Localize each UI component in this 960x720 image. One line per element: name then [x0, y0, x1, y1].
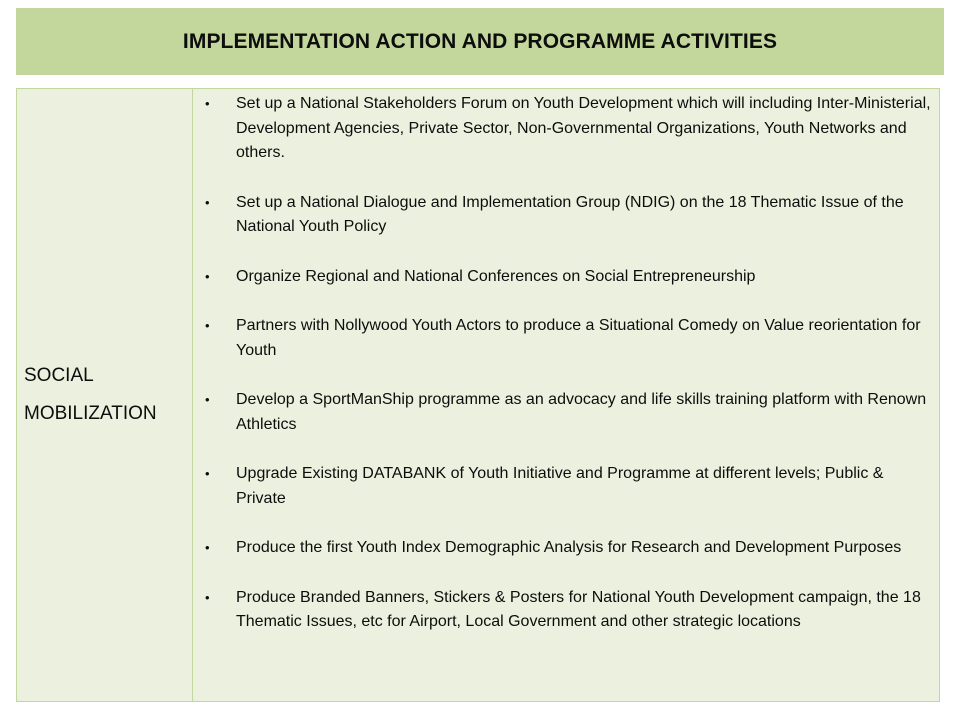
list-item-text: Set up a National Dialogue and Implementation Group (NDIG) on the 18 Thematic Issue of the National Youth Policy [236, 193, 904, 235]
bullet-icon: • [205, 268, 210, 284]
category-label [17, 357, 157, 433]
list-item [193, 388, 936, 437]
title-bar [16, 8, 944, 75]
list-item [193, 314, 936, 363]
bullet-icon: • [205, 194, 210, 210]
bullet-icon: • [205, 466, 210, 481]
list-item-text: Partners with Nollywood Youth Actors to produce a Situational Comedy on Value reorientation for Youth [236, 317, 921, 359]
bullet-icon: • [205, 318, 210, 333]
bullet-icon: • [205, 96, 210, 111]
list-item [193, 462, 936, 511]
list-item [193, 586, 936, 635]
list-item-text: Develop a SportManShip programme as an advocacy and life skills training platform with Renown Athletics [236, 391, 927, 433]
list-item-text: Organize Regional and National Conferences on Social Entrepreneurship [236, 267, 756, 285]
list-item [193, 536, 936, 561]
activities-list [193, 92, 936, 660]
bullet-icon: • [205, 540, 210, 555]
list-item-text: Set up a National Stakeholders Forum on Youth Development which will including Inter-Ministerial, Development Agencies, Private Sector, Non-Governmental Organizations, Youth Networks and others. [236, 95, 931, 161]
bullet-icon: • [205, 589, 210, 605]
list-item-text: Upgrade Existing DATABANK of Youth Initiative and Programme at different levels; Public & Private [236, 465, 884, 507]
list-item [193, 92, 936, 166]
category-label-line2: MOBILIZATION [24, 403, 157, 424]
activities-table [16, 88, 940, 702]
activities-cell [193, 89, 939, 701]
bullet-icon: • [205, 392, 210, 407]
list-item [193, 265, 936, 290]
category-cell [17, 89, 193, 701]
list-item-text: Produce Branded Banners, Stickers & Posters for National Youth Development campaign, the 18 Thematic Issues, etc for Airport, Local Government and other strategic locations [236, 588, 921, 630]
category-label-line1: SOCIAL [24, 365, 94, 386]
list-item-text: Produce the first Youth Index Demographic Analysis for Research and Development Purposes [236, 539, 902, 556]
page-title: IMPLEMENTATION ACTION AND PROGRAMME ACTIVITIES [182, 29, 778, 53]
list-item [193, 191, 936, 240]
